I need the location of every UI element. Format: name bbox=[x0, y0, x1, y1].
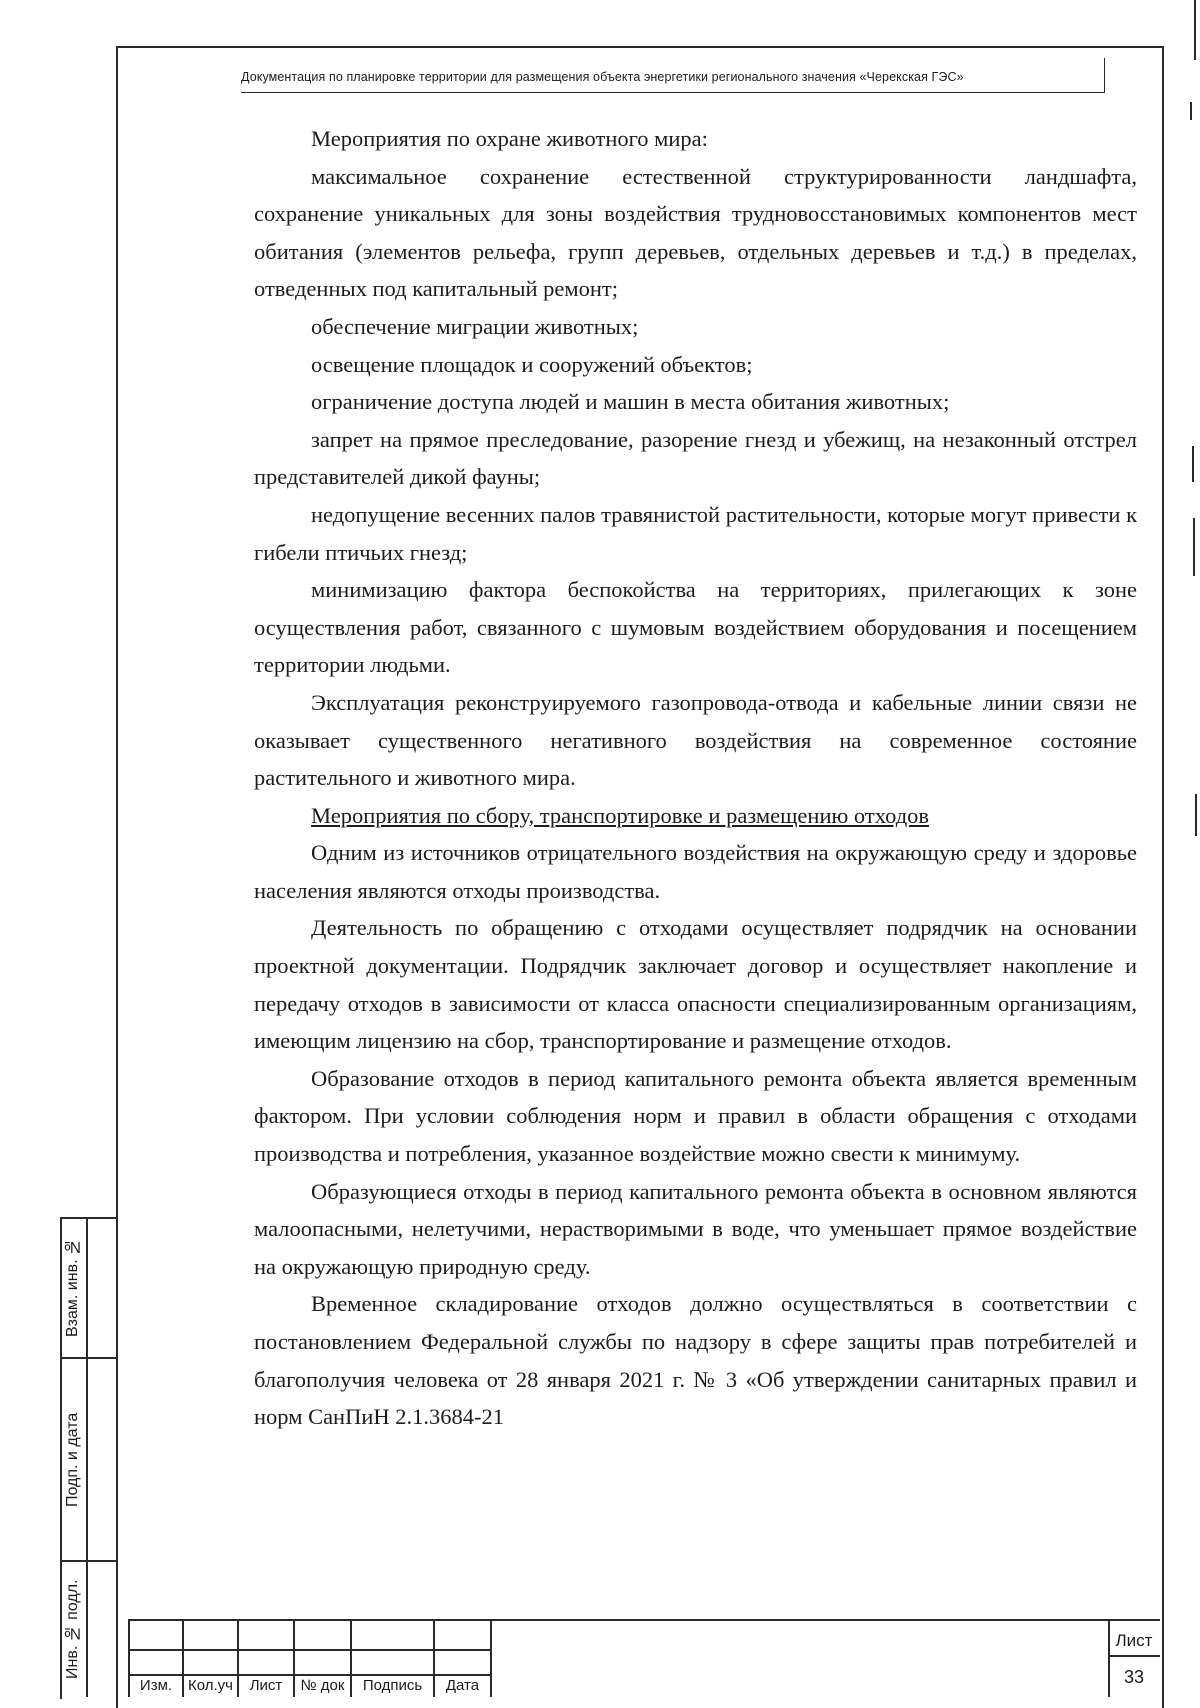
margin-column-divider bbox=[86, 1217, 88, 1697]
stamp-column-doc-number: № док bbox=[300, 1677, 345, 1694]
paragraph: Деятельность по обращению с отходами осуществляет подрядчик на основании проектной документации. Подрядчик заключает договор и осуществляет накопление и передачу отходов в зависимости от класса опасности специализированным организациям, имеющим лицензию на сбор, транспортирование и размещение отходов. bbox=[254, 915, 1137, 1054]
paragraph: запрет на прямое преследование, разорение гнезд и убежищ, на незаконный отстрел представителей дикой фауны; bbox=[254, 426, 1137, 490]
stamp-column-signature: Подпись bbox=[362, 1677, 423, 1694]
scan-edge-mark bbox=[1193, 518, 1195, 576]
document-body bbox=[254, 120, 1137, 1436]
paragraph: Образующиеся отходы в период капитального ремонта объекта в основном являются малоопасными, нелетучими, нерастворимыми в воде, что уменьшает прямое воздействие на окружающую природную среду. bbox=[254, 1178, 1137, 1279]
margin-label-podp-data: Подп. и дата bbox=[64, 1412, 81, 1507]
margin-label-vzam-inv: Взам. инв. № bbox=[64, 1238, 81, 1338]
paragraph: Одним из источников отрицательного воздействия на окружающую среду и здоровье населения являются отходы производства. bbox=[254, 840, 1137, 903]
stamp-column-list: Лист bbox=[249, 1677, 283, 1694]
scan-edge-mark bbox=[1192, 446, 1194, 482]
scan-edge-mark bbox=[1194, 0, 1196, 60]
margin-label-inv-podl: Инв. № подл. bbox=[64, 1579, 81, 1680]
scan-edge-mark bbox=[1190, 102, 1192, 120]
paragraph: Мероприятия по охране животного мира: bbox=[311, 126, 708, 151]
sheet-label: Лист bbox=[1115, 1631, 1153, 1650]
header-rule bbox=[241, 92, 1104, 93]
stamp-column-date: Дата bbox=[445, 1677, 480, 1694]
stamp-divider bbox=[490, 1619, 492, 1697]
scan-edge-mark bbox=[1195, 794, 1197, 836]
section-heading: Мероприятия по сбору, транспортировке и размещению отходов bbox=[311, 802, 930, 828]
paragraph: недопущение весенних палов травянистой растительности, которые могут привести к гибели птичьих гнезд; bbox=[254, 501, 1137, 565]
stamp-rule bbox=[128, 1619, 1160, 1621]
stamp-column-izm: Изм. bbox=[139, 1677, 173, 1694]
sheet-number: 33 bbox=[1123, 1667, 1145, 1687]
paragraph: освещение площадок и сооружений объектов; bbox=[311, 351, 753, 377]
paragraph: минимизацию фактора беспокойства на территориях, прилегающих к зоне осуществления работ, связанного с шумовым воздействием оборудования и посещением территории людьми. bbox=[254, 577, 1137, 678]
paragraph: максимальное сохранение естественной структурированности ландшафта, сохранение уникальных для зоны воздействия трудновосстановимых компонентов мест обитания (элементов рельефа, групп деревьев, отдельных деревьев и т.д.) в пределах, отведенных под капитальный ремонт; bbox=[254, 163, 1137, 302]
paragraph: ограничение доступа людей и машин в места обитания животных; bbox=[311, 389, 950, 415]
paragraph: Эксплуатация реконструируемого газопровода-отвода и кабельные линии связи не оказывает существенного негативного воздействия на современное состояние растительного и животного мира. bbox=[254, 689, 1137, 791]
paragraph: обеспечение миграции животных; bbox=[311, 313, 639, 339]
header-box-divider bbox=[1104, 58, 1105, 93]
stamp-rule bbox=[1108, 1655, 1160, 1657]
paragraph: Временное складирование отходов должно осуществляться в соответствии с постановлением Федеральной службы по надзору в сфере защиты прав потребителей и благополучия человека от 28 января 2021 г. № 3 «Об утверждении санитарных правил и норм СанПиН 2.1.3684-21 bbox=[254, 1291, 1137, 1430]
stamp-column-kol-uch: Кол.уч bbox=[188, 1677, 233, 1694]
paragraph: Образование отходов в период капитального ремонта объекта является временным фактором. При условии соблюдения норм и правил в области обращения с отходами производства и потребления, указанное воздействие можно свести к минимуму. bbox=[254, 1065, 1137, 1167]
document-header: Документация по планировке территории для размещения объекта энергетики регионального значения «Черекская ГЭС» bbox=[241, 70, 964, 84]
